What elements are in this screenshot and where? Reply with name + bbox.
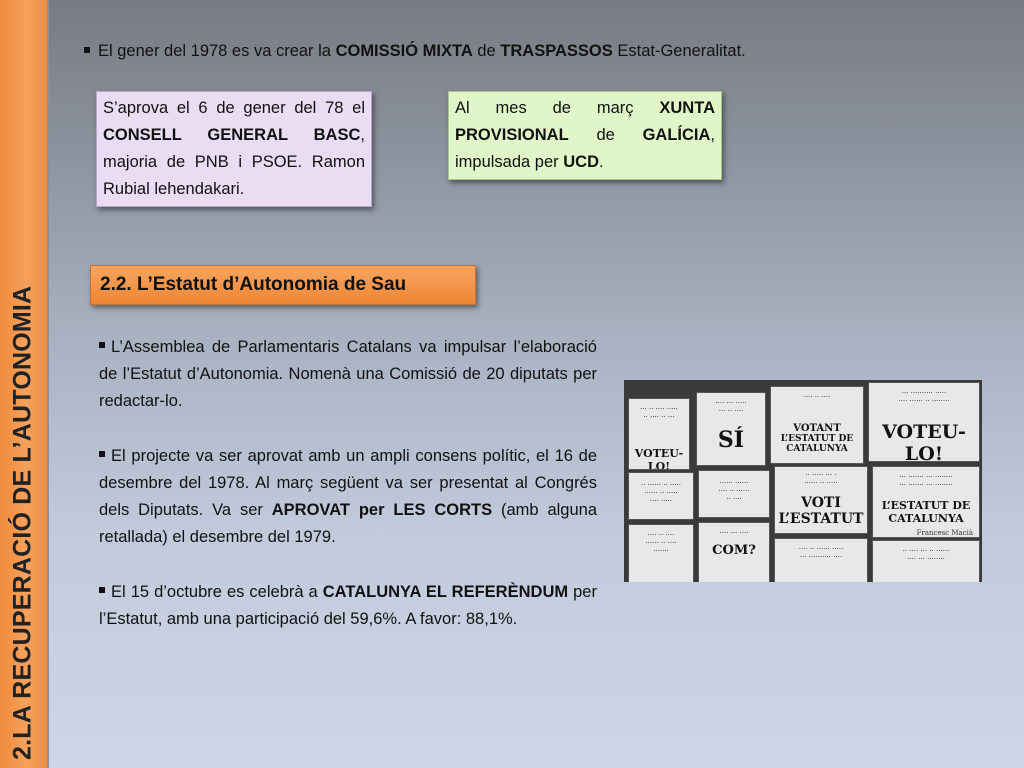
basc-bold: CONSELL GENERAL BASC [103, 126, 361, 144]
galicia-text: Al mes de març [455, 99, 660, 117]
poster-text: VOTEU-LO! [634, 447, 684, 470]
poster-text: VOTEU-LO! [882, 421, 966, 462]
paragraph-text: El projecte va ser aprovat amb un ampli consens polític, el 16 de desembre del 1978. Al març següent va ser presentat al Congrés dels Diputats. Va ser [99, 447, 597, 519]
poster-text: COM? [712, 543, 756, 558]
paragraph-bold: APROVAT per LES CORTS [271, 501, 493, 519]
poster-text: VOTANT [793, 423, 841, 434]
bullet-square-icon [84, 47, 90, 53]
bullet-square-icon [99, 342, 105, 348]
intro-bold: TRASPASSOS [500, 42, 613, 60]
poster: ·· ····· ··· · ······ ·· ····· VOTI L’ESTATUT [774, 466, 868, 534]
basc-info-box [96, 91, 372, 207]
galicia-text: de [568, 126, 643, 144]
poster: ···· ··· ····· ··· ·· ···· SÍ [696, 392, 766, 466]
galicia-text: . [598, 153, 604, 171]
paragraph-1 [99, 334, 597, 415]
intro-bold: COMISSIÓ MIXTA [335, 42, 473, 60]
poster-text: L’ESTATUT DE CATALUNYA [881, 499, 971, 525]
poster-text: SÍ [717, 427, 745, 453]
poster-text: L’ESTATUT DE CATALUNYA [780, 434, 854, 454]
galicia-bold: UCD [563, 153, 599, 171]
sidebar-title [0, 0, 47, 768]
poster: ··· ······· ··· ········ ··· ······· ··· ········ L’ESTATUT DE CATALUNYA Francesc Macià [872, 466, 980, 538]
poster-text: VOTI L’ESTATUT [778, 495, 864, 527]
poster: ···· ·· ···· ······ ·· ···· ······· [628, 524, 694, 582]
paragraph-text: (amb alguna retallada) el desembre del 1979. [99, 501, 597, 546]
galicia-bold: XUNTA PROVISIONAL [455, 99, 715, 144]
paragraph-bold: CATALUNYA EL REFERÈNDUM [322, 583, 569, 601]
poster: ······ ······ ···· ·· ······ ·· ···· [698, 470, 770, 518]
intro-text: de [472, 42, 501, 60]
paragraph-text: El 15 d’octubre es celebrà a [111, 583, 323, 601]
poster-text: Francesc Macià [916, 529, 973, 537]
intro-text: Estat-Generalitat. [612, 42, 746, 60]
referendum-posters-photo [624, 380, 982, 582]
poster: ·· ······ ·· ····· ······ ·· ····· ···· ····· [628, 472, 694, 520]
poster: ··· ·········· ····· ···· ······ ·· ········ VOTEU-LO! [868, 382, 980, 462]
poster: ···· ·· ······ ····· ··· ·········· ···· [774, 538, 868, 582]
bullet-square-icon [99, 587, 105, 593]
paragraph-text: per l’Estatut, amb una participació del 59,6%. A favor: 88,1%. [99, 583, 597, 628]
galicia-bold: GALÍCIA [642, 126, 711, 144]
poster: ·· ···· ··· ·· ······ ···· ··· ········ [872, 540, 980, 582]
galicia-text: , impulsada per [455, 126, 715, 171]
intro-line [84, 42, 746, 61]
sidebar-title-text: 2.LA RECUPERACIÓ DE L’AUTONOMIA [8, 285, 37, 760]
poster: ···· ··· ···· COM? [698, 522, 770, 582]
section-title: 2.2. L’Estatut d’Autonomia de Sau [100, 274, 407, 295]
bullet-square-icon [99, 451, 105, 457]
section-header [90, 265, 476, 305]
content-body [99, 334, 597, 661]
paragraph-text: L’Assemblea de Parlamentaris Catalans va impulsar l’elaboració de l’Estatut d’Autonomia. Nomenà una Comissió de 20 diputats per redactar-lo. [99, 338, 597, 410]
poster: ··· ·· ···· ····· ·· ···· ·· ··· VOTEU-LO! [628, 398, 690, 470]
paragraph-3 [99, 579, 597, 633]
galicia-info-box [448, 91, 722, 180]
poster: ···· ·· ···· VOTANT L’ESTATUT DE CATALUNYA [770, 386, 864, 464]
intro-text: El gener del 1978 es va crear la [98, 42, 336, 60]
paragraph-2 [99, 443, 597, 551]
sidebar [0, 0, 49, 768]
basc-text: , majoria de PNB i PSOE. Ramon Rubial lehendakari. [103, 126, 365, 198]
basc-text: S’aprova el 6 de gener del 78 el [103, 99, 365, 117]
